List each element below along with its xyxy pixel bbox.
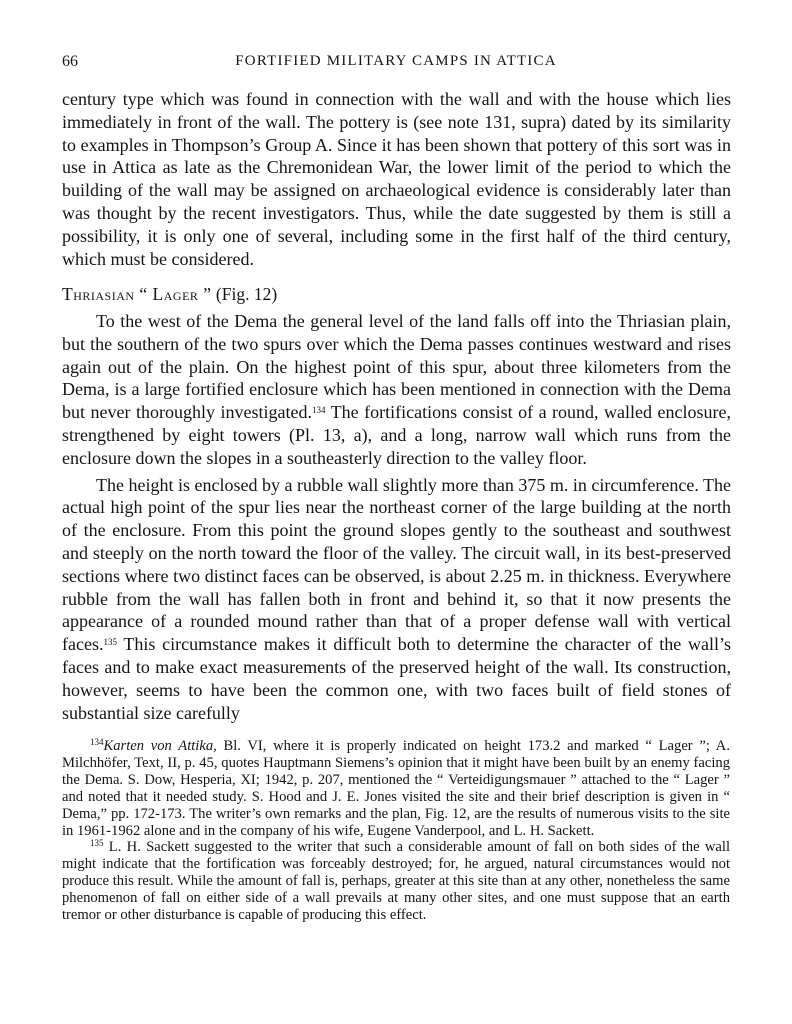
footnote-number: 135 <box>90 838 104 849</box>
intro-paragraph-block <box>62 88 731 270</box>
footnote-134 <box>62 738 730 839</box>
footnote-italic-title: Karten von Attika, <box>103 738 217 754</box>
section-body <box>62 310 731 724</box>
section-paragraph-1 <box>62 310 731 470</box>
section-heading-title: Thriasian “ Lager ” <box>62 284 212 304</box>
intro-paragraph: century type which was found in connection with the wall and with the house which lies immediately in front of the wall. The pottery is (see note 131, supra) dated by its similarity to examples in Thompson’s Group A. Since it has been shown that pottery of this sort was in use in Attica as late as the Chremonidean War, the lower limit of the period to which the building of the wall may be assigned on archaeological evidence is considerably later than was thought by the recent investigators. Thus, while the date suggested by them is still a possibility, it is only one of several, including some in the first half of the third century, which must be considered. <box>62 89 731 269</box>
section-heading <box>62 284 277 305</box>
paragraph-1-text-a: To the west of the Dema the general level of the land falls off into the Thriasian plain, but the southern of the two spurs over which the Dema passes continues westward and rises again out of the plain. On the highest point of this spur, about three kilometers from the Dema, is a large fortified enclosure which has been mentioned in connection with the Dema but never thoroughly investigated. <box>62 311 731 423</box>
footnote-number: 134 <box>90 737 104 747</box>
running-header <box>62 53 730 73</box>
footnote-text: Bl. VI, where it is properly indicated on height 173.2 and marked “ Lager ”; A. Milchhöfer, Text, II, p. 45, quotes Hauptmann Siemens’s opinion that it might have been built by an enemy facing the Dema. S. Dow, Hesperia, XI; 1942, p. 207, mentioned the “ Verteidigungsmauer ” attached to the “ Lager ” and noted that it needed study. S. Hood and J. E. Jones visited the site and their brief description is given in “ Dema,” pp. 172-173. The writer’s own remarks and the plan, Fig. 12, are the results of numerous visits to the site in 1961-1962 alone and in the company of his wife, Eugene Vanderpool, and L. H. Sackett. <box>62 738 730 839</box>
paragraph-1-text-b: The fortifications consist of a round, walled enclosure, strengthened by eight towers (Pl. 13, a), and a long, narrow wall which runs from the enclosure down the slopes in a southeasterly direction to the valley floor. <box>62 402 731 468</box>
running-title: FORTIFIED MILITARY CAMPS IN ATTICA <box>235 53 557 69</box>
paragraph-2-text-b: This circumstance makes it difficult both to determine the character of the wall’s faces and to make exact measurements of the preserved height of the wall. Its construction, however, seems to have been the common one, with two faces built of field stones of substantial size carefully <box>62 634 731 723</box>
section-heading-figref: (Fig. 12) <box>211 284 278 304</box>
page-number: 66 <box>62 53 78 70</box>
footnote-135 <box>62 839 730 924</box>
footnotes <box>62 738 730 924</box>
section-paragraph-2 <box>62 474 731 725</box>
paragraph-2-text-a: The height is enclosed by a rubble wall slightly more than 375 m. in circumference. The actual high point of the spur lies near the northeast corner of the large building at the north of the enclosure. From this point the ground slopes gently to the southeast and southwest and steeply on the north toward the floor of the valley. The circuit wall, in its best-preserved sections where two distinct faces can be observed, is about 2.25 m. in thickness. Everywhere rubble from the wall has fallen both in front and behind it, so that it now presents the appearance of a rounded mound rather than that of a proper defense wall with vertical faces. <box>62 474 731 655</box>
footnote-ref-135[interactable]: 135 <box>103 637 117 648</box>
footnote-text: L. H. Sackett suggested to the writer that such a considerable amount of fall on both sides of the wall might indicate that the fortification was forceably destroyed; for, he argued, natural circumstances would not produce this result. While the amount of fall is, perhaps, greater at this site than at any other, nonetheless the same phenomenon of fall on either side of a wall prevails at many other sites, and one must suppose that an earth tremor or other disturbance is capable of producing this effect. <box>62 839 730 924</box>
footnote-ref-134[interactable]: 134 <box>311 405 326 416</box>
